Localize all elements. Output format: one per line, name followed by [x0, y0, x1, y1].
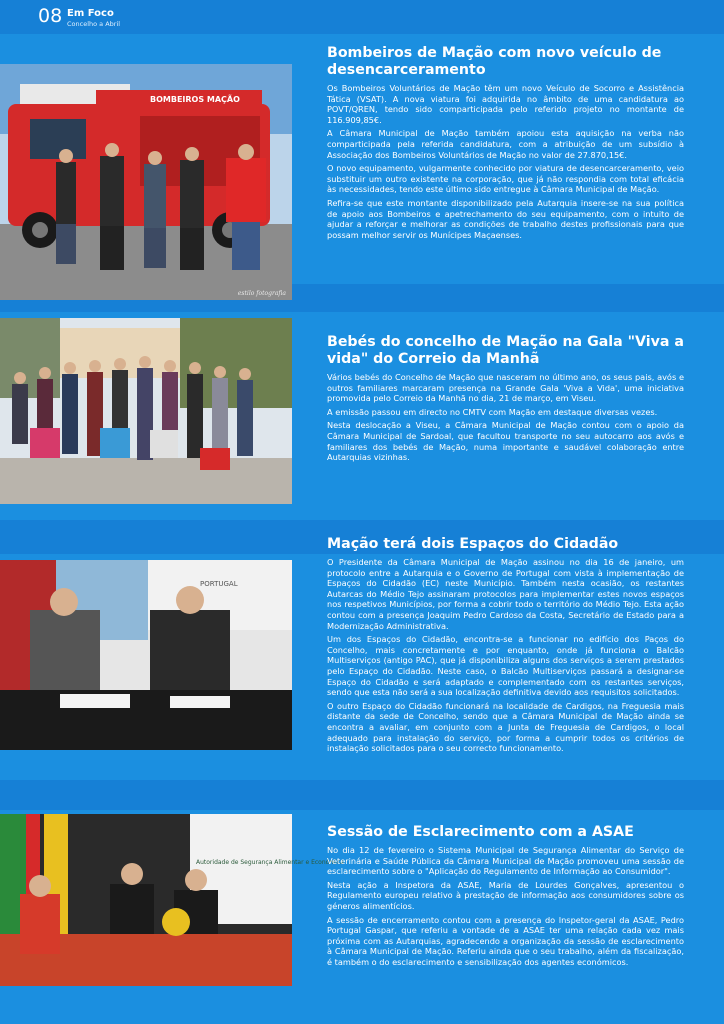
article-paragraph: O outro Espaço do Cidadão funcionará na localidade de Cardigos, na Freguesia mais distante da sede de Concelho, sendo que a Câmara Municipal de Mação ainda se encontra a avaliar, em conjunto com a Junta de Freguesia de Cardigos, o local adequado para instalação do serviço, por forma a cumprir todos os critérios de instalação solicitados para o seu correcto funcionamento. — [327, 700, 684, 754]
section-title: Em Foco — [67, 8, 114, 19]
section-subtitle: Concelho a Abril — [67, 20, 121, 28]
article-paragraph: No dia 12 de fevereiro o Sistema Municipal de Segurança Alimentar do Serviço de Veterinária e Saúde Pública da Câmara Municipal de Mação promoveu uma sessão de esclarecimento sobre o "Aplicação do Regulamento de Informação ao Consumidor". — [327, 845, 684, 877]
article-text — [327, 536, 684, 757]
page-header — [0, 0, 724, 34]
article-paragraph: Nesta ação a Inspetora da ASAE, Maria de Lourdes Gonçalves, apresentou o Regulamento europeu relativo à prestação de informação aos consumidores sobre os géneros alimentícios. — [327, 879, 684, 911]
article-paragraph: O Presidente da Câmara Municipal de Mação assinou no dia 16 de janeiro, um protocolo entre a Autarquia e o Governo de Portugal com vista à implementação de Espaços do Cidadão (EC) neste Município. Também nesta ocasião, os restantes Autarcas do Médio Tejo assinaram protocolos para implementar estes novos espaços nos respetivos Municípios, por forma a cobrir todo o território do Médio Tejo. Esta ação contou com a presença Joaquim Pedro Cardoso da Costa, Secretário de Estado para a Modernização Administrativa. — [327, 557, 684, 631]
article-text — [327, 334, 684, 466]
photo-protocol-signing — [0, 560, 292, 750]
article-paragraph: Nesta deslocação a Viseu, a Câmara Municipal de Mação contou com o apoio da Câmara Municipal de Sardoal, que facultou transporte no seu autocarro aos avós e familiares dos bebés de Mação, numa importante e saudável colaboração entre Autarquias vizinhas. — [327, 420, 684, 463]
article-title: Bebés do concelho de Mação na Gala "Viva a vida" do Correio da Manhã — [327, 334, 684, 367]
article-title: Sessão de Esclarecimento com a ASAE — [327, 824, 634, 840]
photo-babies-group — [0, 318, 292, 504]
article-paragraph: A Câmara Municipal de Mação também apoiou esta aquisição na verba não comparticipada pela referida candidatura, com a atribuição de um subsídio à Associação dos Bombeiros Voluntários de Mação no valor de 27.870,15€. — [327, 128, 684, 160]
article-title: Bombeiros de Mação com novo veículo de desencarceramento — [327, 45, 662, 78]
article-paragraph: A emissão passou em directo no CMTV com Mação em destaque diversas vezes. — [327, 406, 658, 417]
article-paragraph: Refira-se que este montante disponibilizado pela Autarquia insere-se na sua política de apoio aos Bombeiros e apetrechamento do seu equipamento, com o intuito de ajudar a reforçar e melhorar as condições de trabalho destes profissionais para que possam melhor servir os Munícipes Maçaenses. — [327, 197, 684, 240]
article-paragraph: A sessão de encerramento contou com a presença do Inspetor-geral da ASAE, Pedro Portugal Gaspar, que referiu a vontade de a ASAE ter uma relação cada vez mais próxima com as Autarquias, agradecendo a organização da sessão de esclarecimento à Câmara Municipal de Mação. Referiu ainda que o seu trabalho, além da fiscalização, é também o do esclarecimento e sensibilização dos agentes económicos. — [327, 914, 684, 967]
article-text — [327, 824, 684, 971]
divider-band — [0, 780, 724, 810]
photo-asae-session — [0, 814, 344, 986]
photo-credit: estilo fotografia — [237, 290, 286, 297]
article-bombeiros — [0, 36, 724, 297]
article-paragraph: O novo equipamento, vulgarmente conhecido por viatura de desencarceramento, veio substituir um outro existente na corporação, que já não respondia com total eficácia às necessidades, tendo este último sido entregue à Câmara Municipal de Mação. — [327, 163, 684, 195]
article-paragraph: Os Bombeiros Voluntários de Mação têm um novo Veículo de Socorro e Assistência Tática (VSAT). A nova viatura foi adquirida no âmbito de uma candidatura ao POVT/QREN, tendo sido comparticipada pelo referido projeto no montante de 116.909,85€. — [327, 83, 684, 125]
article-espacos-cidadao — [0, 536, 724, 780]
article-asae — [0, 810, 724, 1024]
article-paragraph: Um dos Espaços do Cidadão, encontra-se a funcionar no edifício dos Paços do Concelho, mais concretamente e por enquanto, onde já funciona o Balcão Multiserviços (antigo PAC), que já disponibiliza alguns dos serviços a serem prestados pelo Espaço do Cidadão. Neste caso, o Balcão Multiserviços passará a designar-se Espaço do Cidadão e será adaptado e complementado com os restantes serviços, sendo que esta não será a sua localização definitiva devido aos requisitos solicitados. — [327, 634, 684, 698]
svg-text:Autoridade de Segurança Alimen: Autoridade de Segurança Alimentar e Económica — [196, 859, 344, 866]
article-paragraph: Vários bebés do Concelho de Mação que nasceram no último ano, os seus pais, avós e outros familiares marcaram presença na Grande Gala 'Viva a Vida', uma iniciativa promovida pelo Correio da Manhã no dia, 21 de março, em Viseu. — [327, 372, 684, 404]
article-title: Mação terá dois Espaços do Cidadão — [327, 536, 619, 552]
photo-firefighters-vehicle — [0, 64, 292, 300]
svg-text:PORTUGAL: PORTUGAL — [200, 580, 238, 588]
article-bebes — [0, 312, 724, 520]
page-number: 08 — [38, 5, 63, 27]
article-text — [327, 45, 684, 243]
svg-text:BOMBEIROS MAÇÃO: BOMBEIROS MAÇÃO — [150, 95, 240, 104]
